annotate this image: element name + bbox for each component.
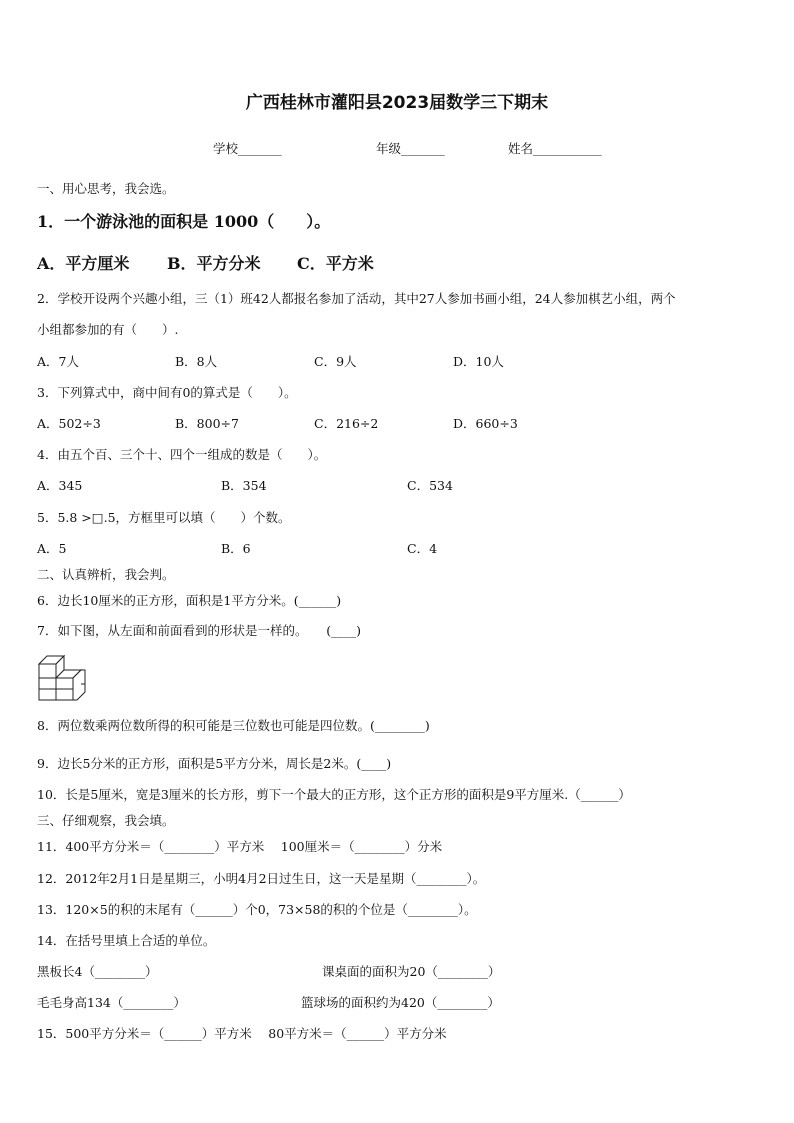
q4-stem: 4．由五个百、三个十、四个一组成的数是（ ）。: [37, 447, 327, 462]
q8-text: 8．两位数乘两位数所得的积可能是三位数也可能是四位数。(________): [37, 718, 430, 733]
q1-option-c: C．平方米: [297, 254, 374, 273]
school-field: 学校_______: [213, 141, 282, 156]
section-1-heading: 一、用心思考，我会选。: [37, 181, 175, 196]
q2-line-1: 2．学校开设两个兴趣小组，三（1）班42人都报名参加了活动，其中27人参加书画小组，24人参加棋艺小组，两个: [37, 291, 676, 306]
q14-item-d: 篮球场的面积约为420（________）: [301, 995, 500, 1010]
q14-item-c: 毛毛身高134（________）: [37, 995, 186, 1010]
q6-text: 6．边长10厘米的正方形，面积是1平方分米。(______): [37, 593, 342, 608]
q5-option-b: B．6: [221, 541, 251, 556]
q5-option-c: C．4: [407, 541, 438, 556]
q5-stem: 5．5.8 >□.5，方框里可以填（ ）个数。: [37, 510, 291, 525]
name-field: 姓名___________: [508, 141, 602, 156]
q2-option-b: B．8人: [175, 354, 218, 369]
q3-option-d: D．660÷3: [453, 416, 518, 431]
q13-text: 13．120×5的积的末尾有（______）个0，73×58的积的个位是（________）。: [37, 902, 477, 917]
q3-option-a: A．502÷3: [37, 416, 101, 431]
q1-option-a: A．平方厘米: [37, 254, 130, 273]
q12-text: 12．2012年2月1日是星期三，小明4月2日过生日，这一天是星期（________）。: [37, 871, 486, 886]
q4-option-c: C．534: [407, 478, 453, 493]
grade-field: 年级_______: [376, 141, 445, 156]
q2-option-d: D．10人: [453, 354, 504, 369]
q3-stem: 3．下列算式中，商中间有0的算式是（ ）。: [37, 385, 297, 400]
q10-text: 10．长是5厘米，宽是3厘米的长方形，剪下一个最大的正方形，这个正方形的面积是9平方厘米.（______）: [37, 787, 631, 802]
q1-option-b: B．平方分米: [167, 254, 261, 273]
q3-option-b: B．800÷7: [175, 416, 239, 431]
q1-stem: 1．一个游泳池的面积是 1000（ ）。: [37, 212, 331, 231]
stacked-cubes-figure: [37, 654, 89, 704]
q7-text: 7．如下图，从左面和前面看到的形状是一样的。 (____): [37, 623, 361, 638]
q3-option-c: C．216÷2: [314, 416, 379, 431]
q14-item-a: 黑板长4（________）: [37, 964, 158, 979]
q2-option-c: C．9人: [314, 354, 357, 369]
q11-text: 11．400平方分米＝（________）平方米 100厘米＝（________）分米: [37, 839, 443, 854]
q4-option-b: B．354: [221, 478, 267, 493]
q4-option-a: A．345: [37, 478, 83, 493]
q14-item-b: 课桌面的面积为20（________）: [322, 964, 501, 979]
q9-text: 9．边长5分米的正方形，面积是5平方分米，周长是2米。(____): [37, 756, 392, 771]
section-2-heading: 二、认真辨析，我会判。: [37, 567, 175, 582]
q14-stem: 14．在括号里填上合适的单位。: [37, 933, 216, 948]
q5-option-a: A．5: [37, 541, 67, 556]
page-title: 广西桂林市灌阳县2023届数学三下期末: [245, 93, 549, 113]
section-3-heading: 三、仔细观察，我会填。: [37, 813, 175, 828]
q2-option-a: A．7人: [37, 354, 79, 369]
q15-text: 15．500平方分米＝（______）平方米 80平方米＝（______）平方分米: [37, 1026, 447, 1041]
q2-line-2: 小组都参加的有（ ）.: [37, 322, 179, 337]
